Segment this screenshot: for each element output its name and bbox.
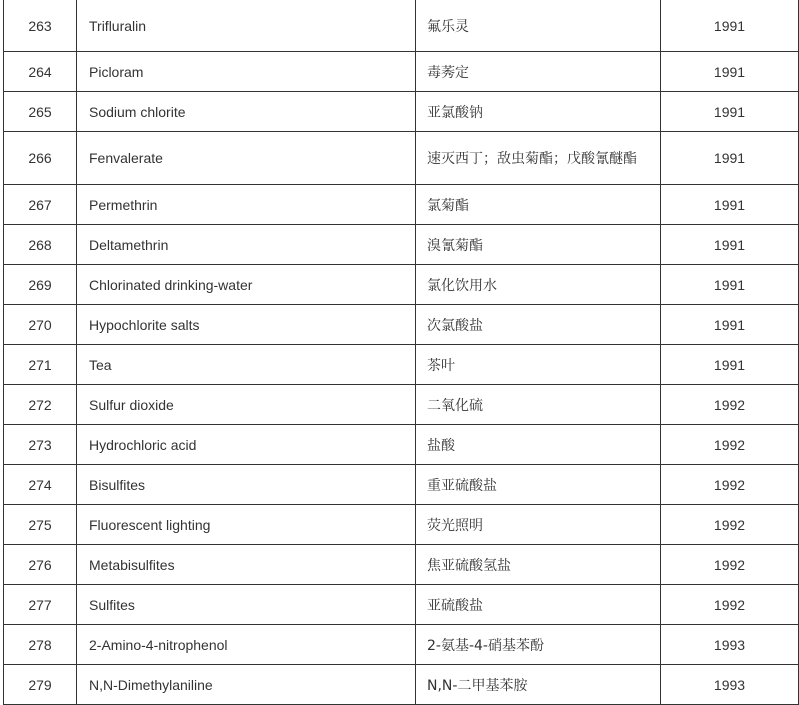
agent-name-cn: 荧光照明	[416, 505, 661, 545]
agent-name-cn: 亚氯酸钠	[416, 92, 661, 132]
agent-name-en: Deltamethrin	[77, 225, 416, 265]
evaluation-year: 1992	[661, 505, 799, 545]
row-number: 265	[4, 92, 77, 132]
agent-name-en: Metabisulfites	[77, 545, 416, 585]
agent-name-cn: 盐酸	[416, 425, 661, 465]
row-number: 276	[4, 545, 77, 585]
evaluation-year: 1992	[661, 465, 799, 505]
agent-name-cn: 氯化饮用水	[416, 265, 661, 305]
table-row	[4, 545, 799, 585]
agent-name-cn: 重亚硫酸盐	[416, 465, 661, 505]
agent-name-cn: 次氯酸盐	[416, 305, 661, 345]
table-row	[4, 345, 799, 385]
agent-name-cn: 焦亚硫酸氢盐	[416, 545, 661, 585]
evaluation-year: 1993	[661, 665, 799, 705]
agent-name-cn: 茶叶	[416, 345, 661, 385]
evaluation-year: 1991	[661, 225, 799, 265]
row-number: 272	[4, 385, 77, 425]
evaluation-year: 1991	[661, 265, 799, 305]
evaluation-year: 1992	[661, 425, 799, 465]
agent-name-en: Tea	[77, 345, 416, 385]
table-row	[4, 465, 799, 505]
agent-name-en: Hydrochloric acid	[77, 425, 416, 465]
table-row	[4, 0, 799, 52]
agent-name-cn: 溴氰菊酯	[416, 225, 661, 265]
agent-name-en: Sodium chlorite	[77, 92, 416, 132]
evaluation-year: 1993	[661, 625, 799, 665]
table-row	[4, 505, 799, 545]
agent-name-en: Fenvalerate	[77, 132, 416, 185]
carcinogen-table	[3, 0, 799, 705]
table-row	[4, 425, 799, 465]
agent-name-en: Picloram	[77, 52, 416, 92]
agent-name-en: N,N-Dimethylaniline	[77, 665, 416, 705]
row-number: 277	[4, 585, 77, 625]
agent-name-en: 2-Amino-4-nitrophenol	[77, 625, 416, 665]
evaluation-year: 1991	[661, 185, 799, 225]
agent-name-en: Trifluralin	[77, 0, 416, 52]
row-number: 278	[4, 625, 77, 665]
table-row	[4, 132, 799, 185]
table-row	[4, 185, 799, 225]
row-number: 279	[4, 665, 77, 705]
table-row	[4, 92, 799, 132]
agent-name-en: Permethrin	[77, 185, 416, 225]
table-row	[4, 385, 799, 425]
evaluation-year: 1992	[661, 385, 799, 425]
agent-name-cn: 亚硫酸盐	[416, 585, 661, 625]
table-row	[4, 305, 799, 345]
carcinogen-table-wrapper	[3, 0, 798, 705]
evaluation-year: 1991	[661, 0, 799, 52]
evaluation-year: 1991	[661, 52, 799, 92]
evaluation-year: 1991	[661, 305, 799, 345]
table-row	[4, 625, 799, 665]
evaluation-year: 1991	[661, 345, 799, 385]
row-number: 264	[4, 52, 77, 92]
agent-name-cn: N,N-二甲基苯胺	[416, 665, 661, 705]
row-number: 271	[4, 345, 77, 385]
table-row	[4, 585, 799, 625]
agent-name-en: Hypochlorite salts	[77, 305, 416, 345]
evaluation-year: 1991	[661, 92, 799, 132]
agent-name-en: Chlorinated drinking-water	[77, 265, 416, 305]
agent-name-cn: 氯菊酯	[416, 185, 661, 225]
row-number: 275	[4, 505, 77, 545]
agent-name-cn: 毒莠定	[416, 52, 661, 92]
evaluation-year: 1992	[661, 545, 799, 585]
row-number: 273	[4, 425, 77, 465]
agent-name-cn: 2-氨基-4-硝基苯酚	[416, 625, 661, 665]
agent-name-cn: 氟乐灵	[416, 0, 661, 52]
agent-name-cn: 二氧化硫	[416, 385, 661, 425]
row-number: 268	[4, 225, 77, 265]
row-number: 274	[4, 465, 77, 505]
agent-name-cn: 速灭西丁；敌虫菊酯；戊酸氰醚酯	[416, 132, 661, 185]
row-number: 270	[4, 305, 77, 345]
table-row	[4, 225, 799, 265]
agent-name-en: Fluorescent lighting	[77, 505, 416, 545]
row-number: 269	[4, 265, 77, 305]
evaluation-year: 1992	[661, 585, 799, 625]
agent-name-en: Sulfur dioxide	[77, 385, 416, 425]
agent-name-en: Sulfites	[77, 585, 416, 625]
evaluation-year: 1991	[661, 132, 799, 185]
table-row	[4, 52, 799, 92]
table-row	[4, 665, 799, 705]
row-number: 263	[4, 0, 77, 52]
row-number: 266	[4, 132, 77, 185]
row-number: 267	[4, 185, 77, 225]
agent-name-en: Bisulfites	[77, 465, 416, 505]
table-row	[4, 265, 799, 305]
